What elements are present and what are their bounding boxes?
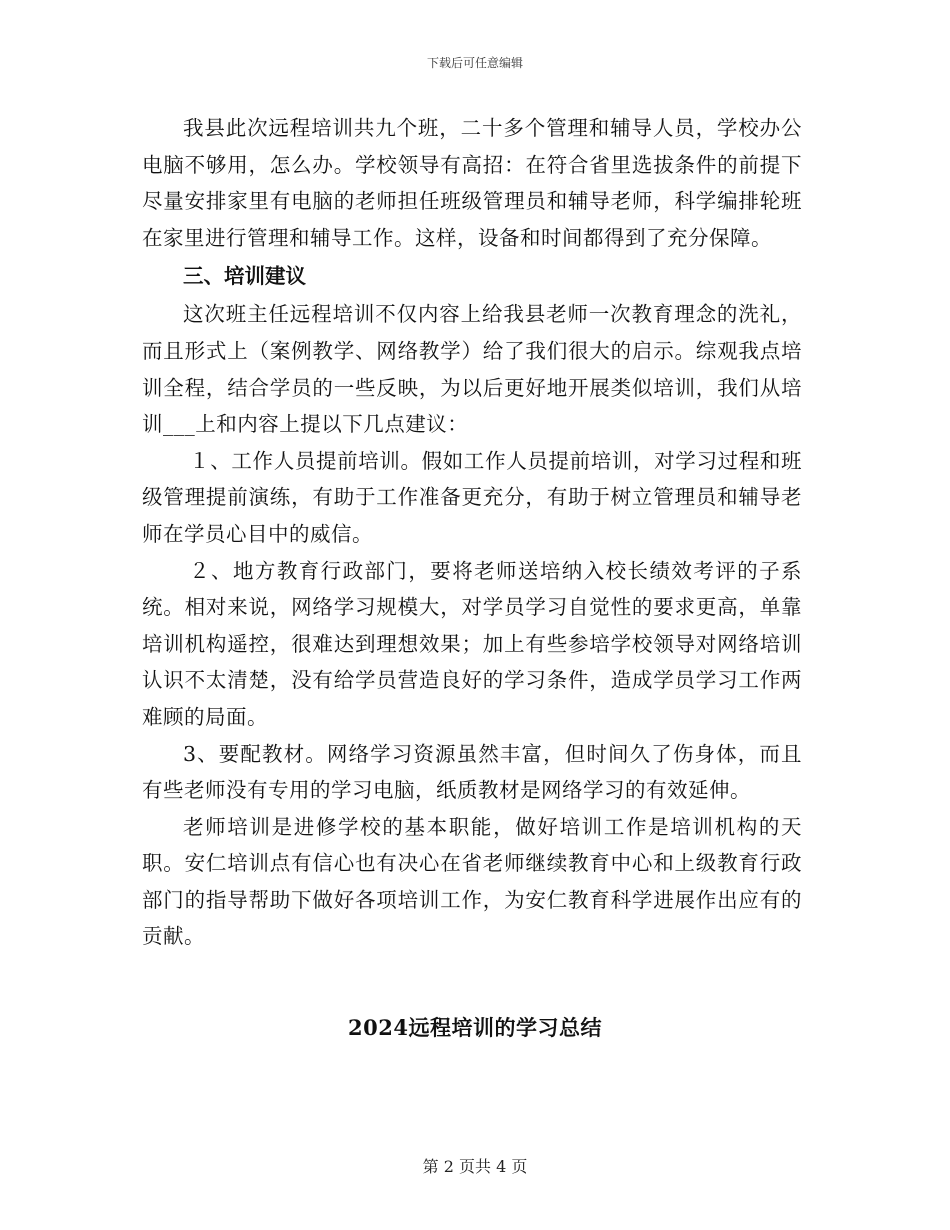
header-note: 下载后可任意编辑	[426, 56, 523, 70]
section-heading-suggestions: 三、培训建议	[183, 264, 306, 289]
paragraph-equipment: 我县此次远程培训共九个班，二十多个管理和辅导人员，学校办公电脑不够用，怎么办。学校领导有高招：在符合省里选拔条件的前提下尽量安排家里有电脑的老师担任班级管理员和辅导老师，科学编排轮班在家里进行管理和辅导工作。这样，设备和时间都得到了充分保障。	[142, 116, 802, 250]
paragraph-suggestions-intro: 这次班主任远程培训不仅内容上给我县老师一次教育理念的洗礼，而且形式上（案例教学、网络教学）给了我们很大的启示。综观我点培训全程，结合学员的一些反映，为以后更好地开展类似培训，我们从培训___上和内容上提以下几点建议：	[142, 302, 802, 437]
document-body	[142, 110, 802, 955]
suggestion-item-2: ２、地方教育行政部门，要将老师送培纳入校长绩效考评的子系统。相对来说，网络学习规模大，对学员学习自觉性的要求更高，单靠培训机构遥控，很难达到理想效果；加上有些参培学校领导对网络培训认识不太清楚，没有给学员营造良好的学习条件，造成学员学习工作两难顾的局面。	[142, 558, 802, 729]
paragraph-conclusion: 老师培训是进修学校的基本职能，做好培训工作是培训机构的天职。安仁培训点有信心也有决心在省老师继续教育中心和上级教育行政部门的指导帮助下做好各项培训工作，为安仁教育科学进展作出应有的贡献。	[142, 814, 802, 949]
suggestion-item-1: １、工作人员提前培训。假如工作人员提前培训，对学习过程和班级管理提前演练，有助于工作准备更充分，有助于树立管理员和辅导老师在学员心目中的威信。	[142, 448, 802, 546]
next-document-title: 2024远程培训的学习总结	[348, 1015, 602, 1040]
page-number: 第 2 页共 4 页	[422, 1157, 528, 1176]
suggestion-item-3: 3、要配教材。网络学习资源虽然丰富，但时间久了伤身体，而且有些老师没有专用的学习电脑，纸质教材是网络学习的有效延伸。	[142, 741, 802, 803]
